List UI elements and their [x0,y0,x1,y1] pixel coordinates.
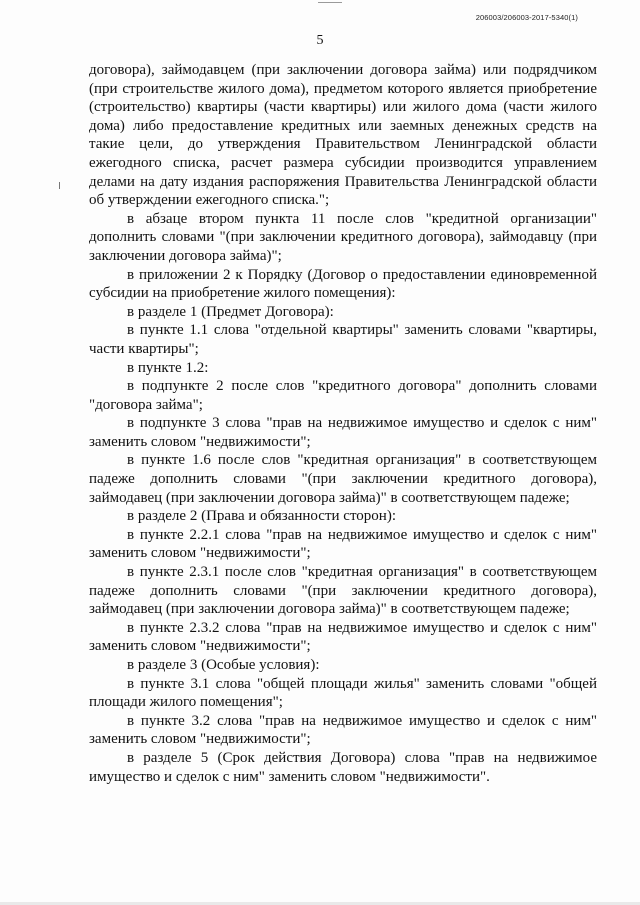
paragraph: в разделе 5 (Срок действия Договора) слова "прав на недвижимое имущество и сделок с ним" заменить словом "недвижимости". [89,749,597,785]
paragraph: в пункте 1.1 слова "отдельной квартиры" заменить словами "квартиры, части квартиры"; [89,322,597,357]
paragraph: в пункте 1.2: [127,359,209,376]
paragraph: в подпункте 3 слова "прав на недвижимое имущество и сделок с ним" заменить словом "недвижимости"; [89,415,597,450]
paragraph: в пункте 2.2.1 слова "прав на недвижимое имущество и сделок с ним" заменить словом "недвижимости"; [89,526,597,562]
page-number: 5 [316,33,324,48]
scan-mark [318,2,342,3]
paragraph: в разделе 1 (Предмет Договора): [127,303,334,320]
document-body [89,61,597,786]
paragraph: в пункте 1.6 после слов "кредитная организация" в соответствующем падеже дополнить словами "(при заключении кредитного договора), займодавец (при заключении договора займа)" в соответствующем падеже; [89,452,597,506]
paragraph: в подпункте 2 после слов "кредитного договора" дополнить словами "договора займа"; [89,378,597,413]
paragraph-continuation: договора), займодавцем (при заключении договора займа) или подрядчиком (при строительстве жилого дома), предметом которого является приобретение (строительство) квартиры (части квартиры) или жилого дома (части жилого дома) либо предоставление кредитных или заемных денежных средств на такие цели, до утверждения Правительством Ленинградской области ежегодного списка, расчет размера субсидии производится управлением делами на дату издания распоряжения Правительства Ленинградской области об утверждении ежегодного списка."; [89,62,597,209]
paragraph: в абзаце втором пункта 11 после слов "кредитной организации" дополнить словами "(при заключении кредитного договора), займодавцу (при заключении договора займа)"; [89,210,597,264]
paragraph: в пункте 3.2 слова "прав на недвижимое имущество и сделок с ним" заменить словом "недвижимости"; [89,712,597,748]
document-code: 206003/206003-2017-5340(1) [475,13,578,22]
paragraph: в разделе 2 (Права и обязанности сторон): [127,508,396,525]
paragraph: в пункте 2.3.2 слова "прав на недвижимое имущество и сделок с ним" заменить словом "недвижимости"; [89,619,597,655]
paragraph: в пункте 3.1 слова "общей площади жилья" заменить словами "общей площади жилого помещения"; [89,675,597,711]
paragraph: в пункте 2.3.1 после слов "кредитная организация" в соответствующем падеже дополнить словами "(при заключении кредитного договора), займодавец (при заключении договора займа)" в соответствующем падеже; [89,564,597,618]
margin-mark [59,182,60,189]
paragraph: в приложении 2 к Порядку (Договор о предоставлении единовременной субсидии на приобретение жилого помещения): [89,266,597,302]
paragraph: в разделе 3 (Особые условия): [127,657,320,673]
